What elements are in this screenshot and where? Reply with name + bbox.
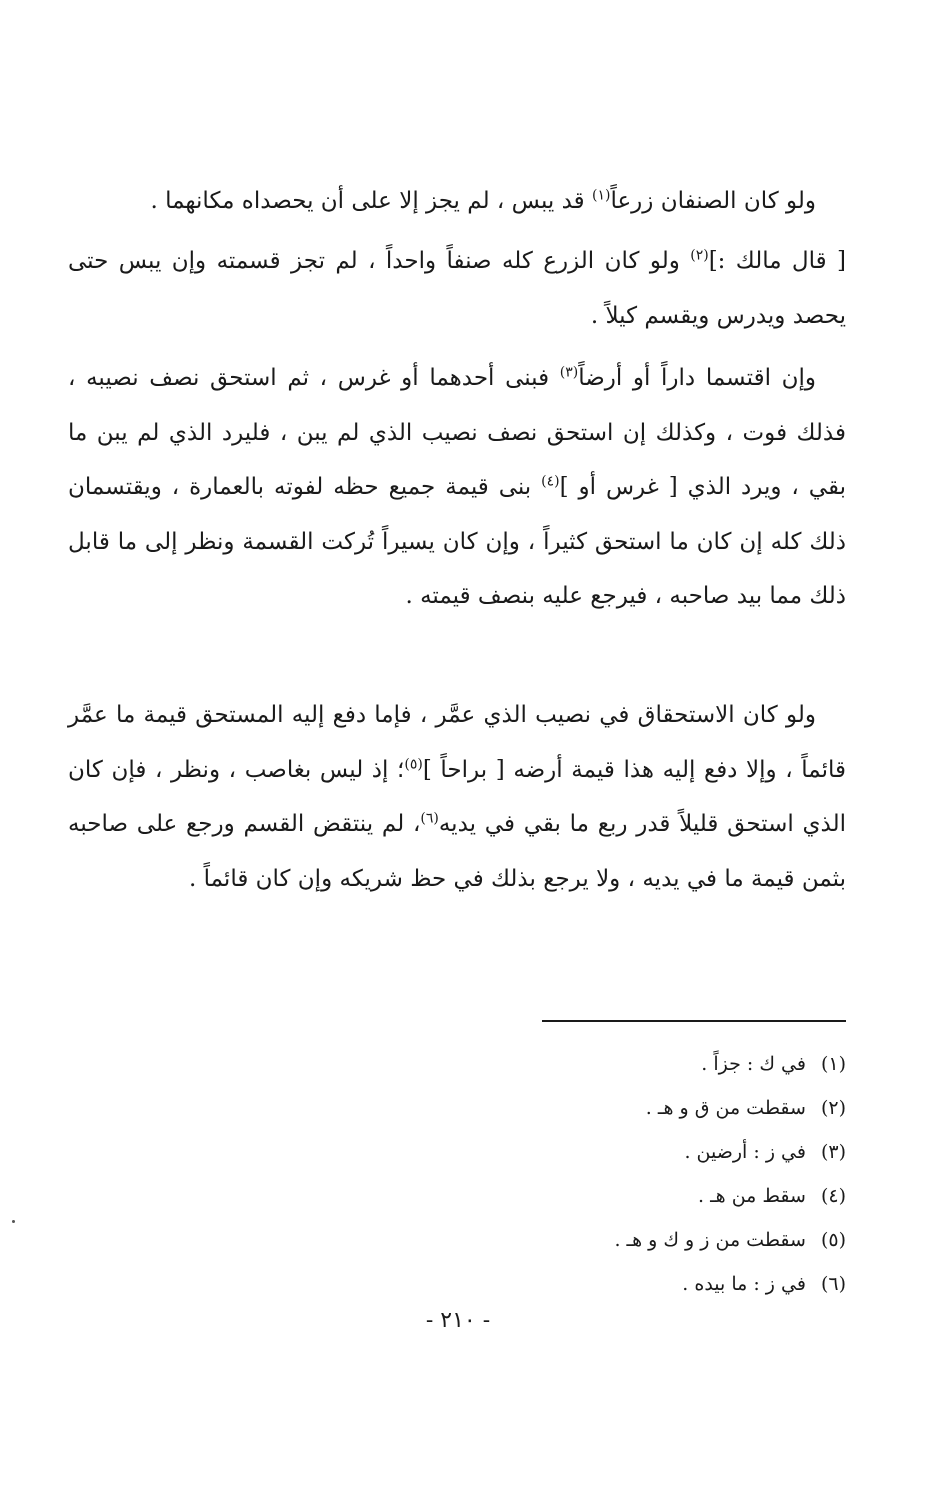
footnote-divider — [542, 1020, 846, 1022]
footnote-ref-1: (١) — [591, 187, 611, 204]
paragraph-4-text-b: ؛ إذ ليس بغاصب ، ونظر ، فإن كان الذي استحق قليلاً قدر ربع ما بقي في يديه — [68, 756, 847, 837]
footnote-number: (٦) — [820, 1273, 846, 1295]
footnote-item — [446, 1130, 846, 1174]
paragraph-1 — [68, 174, 846, 229]
paragraph-3-text-c: بنى قيمة جميع حظه لفوته بالعمارة ، ويقتسمان ذلك كله إن كان ما استحق كثيراً ، وإن كان يسيراً تُركت القسمة ونظر إلى ما قابل ذلك مما بيد صاحبه ، فيرجع عليه بنصف قيمته . — [68, 474, 846, 609]
paragraph-2 — [68, 234, 846, 343]
footnote-number: (٣) — [820, 1141, 846, 1163]
footnote-text: سقطت من ق و هـ . — [645, 1097, 806, 1119]
footnote-item — [446, 1218, 846, 1262]
paragraph-4-text-c: ، لم ينتقض القسم ورجع على صاحبه بثمن قيمة ما في يديه ، ولا يرجع بذلك في حظ شريكه وإن كان قائماً . — [68, 811, 846, 892]
footnote-ref-5: (٥) — [404, 755, 423, 772]
paragraph-4 — [68, 688, 846, 906]
paragraph-1-text-b: قد يبس ، لم يجز إلا على أن يحصداه مكانهما . — [150, 188, 592, 214]
footnote-text: سقطت من ز و ك و هـ . — [614, 1229, 806, 1251]
footnote-item — [446, 1174, 846, 1218]
page-number: - ٢١٠ - — [425, 1308, 491, 1333]
footnote-ref-6: (٦) — [420, 810, 439, 827]
paragraph-3-text-a: وإن اقتسما داراً أو أرضاً — [578, 365, 816, 391]
footnote-number: (٤) — [820, 1185, 846, 1207]
footnote-item — [446, 1262, 846, 1306]
paragraph-3-text-b: فبنى أحدهما أو غرس ، ثم استحق نصف نصيبه ، فذلك فوت ، وكذلك إن استحق نصف نصيب الذي لم يبن ، فليرد الذي لم يبن ما بقي ، ويرد الذي [ غرس أو ] — [68, 365, 846, 500]
footnote-text: في ز : ما بيده . — [682, 1273, 806, 1295]
footnote-text: في ز : أرضين . — [684, 1141, 806, 1163]
paragraph-4-text-a: ولو كان الاستحقاق في نصيب الذي عمَّر ، فإما دفع إليه المستحق قيمة ما عمَّر قائماً ، وإلا دفع إليه هذا قيمة أرضه [ براحاً ] — [68, 702, 847, 783]
footnote-ref-2: (٢) — [690, 247, 709, 264]
scan-speck — [12, 1220, 15, 1223]
footnote-ref-3: (٣) — [559, 364, 579, 381]
footnote-text: في ك : جزاً . — [701, 1053, 806, 1075]
paragraph-2-text-a: [ قال مالك :] — [708, 248, 846, 274]
paragraph-3 — [68, 351, 846, 624]
footnote-text: سقط من هـ . — [698, 1185, 806, 1207]
footnote-number: (٥) — [820, 1229, 846, 1251]
footnote-number: (٢) — [820, 1097, 846, 1119]
paragraph-2-text-b: ولو كان الزرع كله صنفاً واحداً ، لم تجز قسمته وإن يبس حتى يحصد ويدرس ويقسم كيلاً . — [68, 248, 846, 329]
footnote-item — [446, 1042, 846, 1086]
footnote-list — [446, 1042, 846, 1306]
book-page — [68, 0, 846, 1494]
footnote-item — [446, 1086, 846, 1130]
footnote-number: (١) — [820, 1053, 846, 1075]
paragraph-1-text-a: ولو كان الصنفان زرعاً — [610, 188, 816, 214]
footnote-ref-4: (٤) — [541, 473, 560, 490]
